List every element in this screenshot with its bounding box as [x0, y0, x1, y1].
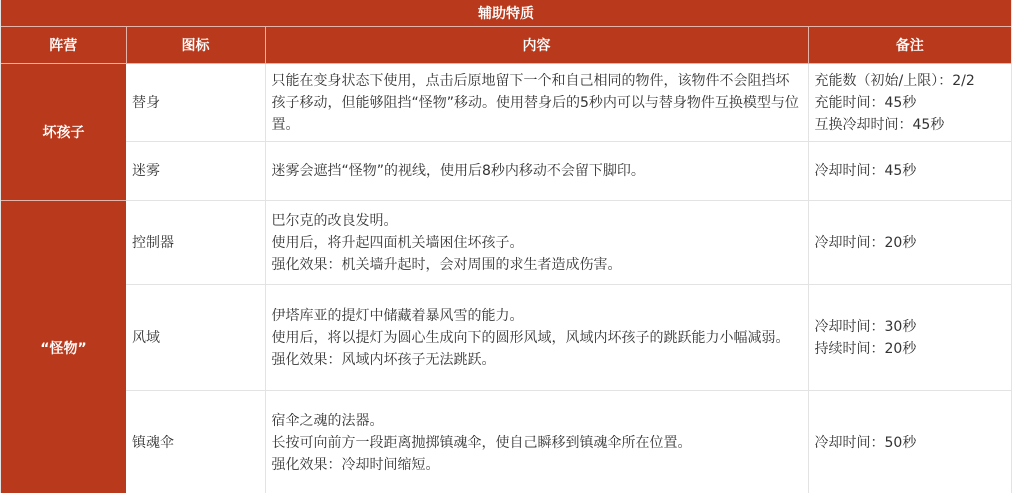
table-row [1, 391, 1011, 493]
trait-content [265, 64, 808, 142]
note-line: 充能时间：45秒 [814, 94, 917, 111]
header-faction: 阵营 [1, 27, 126, 64]
content-line: 强化效果：冷却时间缩短。 [271, 456, 440, 473]
trait-table [1, 27, 1011, 493]
trait-notes [808, 201, 1011, 285]
note-line: 冷却时间：20秒 [814, 234, 917, 251]
content-line: 巴尔克的改良发明。 [271, 212, 398, 229]
content-line: 宿伞之魂的法器。 [271, 412, 384, 429]
content-line: 长按可向前方一段距离抛掷镇魂伞，使自己瞬移到镇魂伞所在位置。 [271, 434, 692, 451]
table-title: 辅助特质 [1, 0, 1011, 27]
header-row [1, 27, 1011, 64]
header-content: 内容 [265, 27, 808, 64]
trait-name: 迷雾 [126, 142, 265, 201]
faction-cell: “怪物” [1, 201, 126, 493]
trait-content [265, 391, 808, 493]
table-row [1, 201, 1011, 285]
content-line: 使用后，将升起四面机关墙困住坏孩子。 [271, 234, 524, 251]
note-line: 冷却时间：50秒 [814, 434, 917, 451]
content-line: 强化效果：机关墙升起时，会对周围的求生者造成伤害。 [271, 256, 622, 273]
content-line: 使用后，将以提灯为圆心生成向下的圆形风域，风域内坏孩子的跳跃能力小幅减弱。 [271, 329, 790, 346]
trait-notes [808, 391, 1011, 493]
note-line: 充能数（初始/上限）：2/2 [814, 72, 975, 89]
note-line: 互换冷却时间：45秒 [814, 116, 945, 133]
table-row [1, 142, 1011, 201]
trait-notes [808, 285, 1011, 391]
trait-content [265, 142, 808, 201]
header-notes: 备注 [808, 27, 1011, 64]
trait-name: 风域 [126, 285, 265, 391]
table-row [1, 285, 1011, 391]
content-line: 迷雾会遮挡“怪物”的视线，使用后8秒内移动不会留下脚印。 [271, 163, 645, 179]
content-line: 强化效果：风域内坏孩子无法跳跃。 [271, 351, 496, 368]
trait-content [265, 285, 808, 391]
note-line: 冷却时间：45秒 [814, 163, 917, 179]
trait-name: 控制器 [126, 201, 265, 285]
trait-name: 替身 [126, 64, 265, 142]
trait-content [265, 201, 808, 285]
trait-name: 镇魂伞 [126, 391, 265, 493]
trait-notes [808, 142, 1011, 201]
header-icon: 图标 [126, 27, 265, 64]
note-line: 持续时间：20秒 [814, 340, 917, 357]
trait-notes [808, 64, 1011, 142]
content-line: 只能在变身状态下使用，点击后原地留下一个和自己相同的物件，该物件不会阻挡坏孩子移动，但能够阻挡“怪物”移动。使用替身后的5秒内可以与替身物件互换模型与位置。 [271, 72, 799, 133]
content-line: 伊塔库亚的提灯中储藏着暴风雪的能力。 [271, 307, 524, 324]
faction-cell: 坏孩子 [1, 64, 126, 201]
note-line: 冷却时间：30秒 [814, 318, 917, 335]
table-row [1, 64, 1011, 142]
